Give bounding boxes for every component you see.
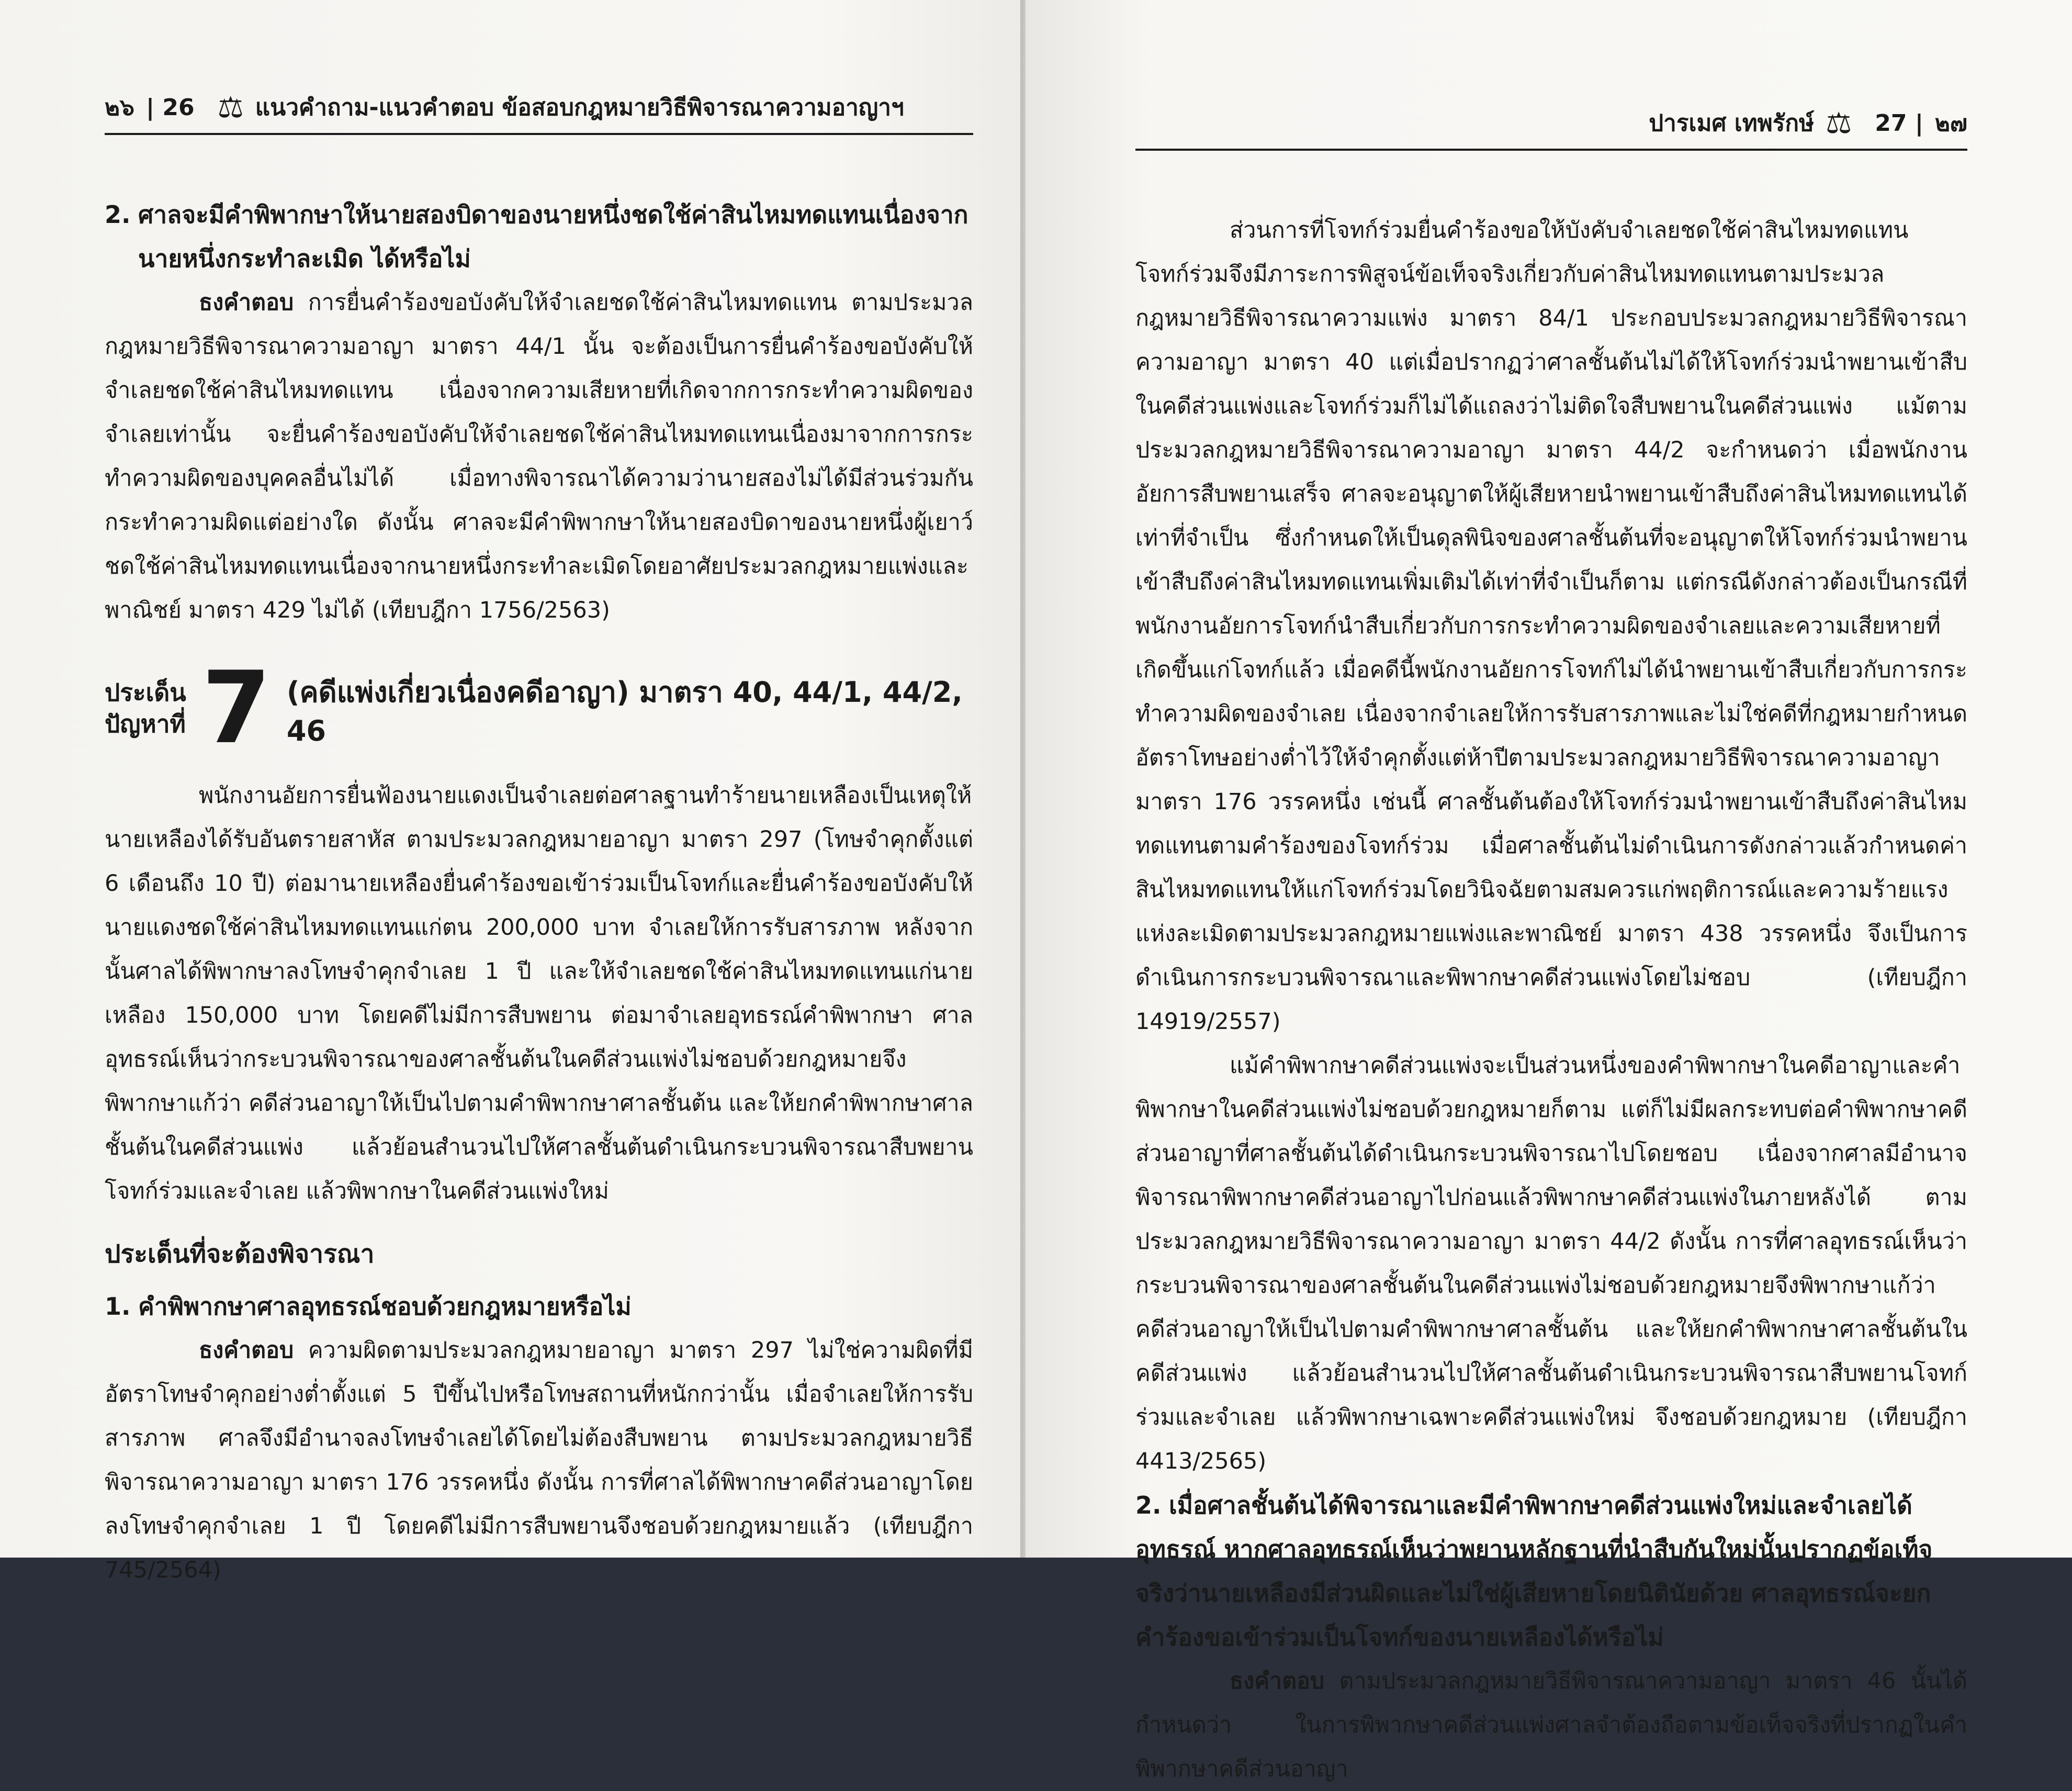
answer-paragraph: ธงคำตอบ การยื่นคำร้องขอบังคับให้จำเลยชดใช้ค่าสินไหมทดแทน ตามประมวลกฎหมายวิธีพิจารณาความอาญา มาตรา 44/1 นั้น จะต้องเป็นการยื่นคำร้องขอบังคับให้จำเลยชดใช้ค่าสินไหมทดแทน เนื่องจากความเสียหายที่เกิดจากการกระทำความผิดของจำเลยเท่านั้น จะยื่นคำร้องขอบังคับให้จำเลยชดใช้ค่าสินไหมทดแทนเนื่องมาจากการกระทำความผิดของบุคคลอื่นไม่ได้ เมื่อทางพิจารณาได้ความว่านายสองไม่ได้มีส่วนร่วมกันกระทำความผิดแต่อย่างใด ดังนั้น ศาลจะมีคำพิพากษาให้นายสองบิดาของนายหนึ่งผู้เยาว์ชดใช้ค่าสินไหมทดแทนเนื่องจากนายหนึ่งกระทำละเมิดโดยอาศัยประมวลกฎหมายแพ่งและพาณิชย์ มาตรา 429 ไม่ได้ (เทียบฎีกา 1756/2563): [105, 289, 973, 623]
scales-of-justice-icon: ⚖: [217, 90, 244, 125]
page-number: | 26: [145, 94, 195, 121]
page-number-thai: ๒๗: [1934, 110, 1967, 137]
answer-paragraph: ธงคำตอบ ตามประมวลกฎหมายวิธีพิจารณาความอาญา มาตรา 46 นั้นได้กำหนดว่า ในการพิพากษาคดีส่วนแพ่งศาลจำต้องถือตามข้อเท็จจริงที่ปรากฏในคำพิพากษาคดีส่วนอาญา: [1135, 1668, 1967, 1782]
question-2: 2. เมื่อศาลชั้นต้นได้พิจารณาและมีคำพิพากษาคดีส่วนแพ่งใหม่และจำเลยได้อุทธรณ์ หากศาลอุทธรณ์เห็นว่าพยานหลักฐานที่นำสืบกันใหม่นั้นปรากฏข้อเท็จจริงว่านายเหลืองมีส่วนผิดและไม่ใช่ผู้เสียหายโดยนิตินัยด้วย ศาลอุทธรณ์จะยกคำร้องขอเข้าร่วมเป็นโจทก์ของนายเหลืองได้หรือไม่: [1135, 1491, 1933, 1651]
page-number: 27 |: [1875, 109, 1923, 137]
left-page: [0, 0, 1020, 1583]
scales-of-justice-icon: ⚖: [1826, 106, 1852, 140]
issue-heading: ประเด็น ปัญหาที่ 7 (คดีแพ่งเกี่ยวเนื่องคดีอาญา) มาตรา 40, 44/1, 44/2, 46: [105, 664, 973, 753]
body-paragraph-1: ส่วนการที่โจทก์ร่วมยื่นคำร้องขอให้บังคับจำเลยชดใช้ค่าสินไหมทดแทน โจทก์ร่วมจึงมีภาระการพิสูจน์ข้อเท็จจริงเกี่ยวกับค่าสินไหมทดแทนตามประมวลกฎหมายวิธีพิจารณาความแพ่ง มาตรา 84/1 ประกอบประมวลกฎหมายวิธีพิจารณาความอาญา มาตรา 40 แต่เมื่อปรากฏว่าศาลชั้นต้นไม่ได้ให้โจทก์ร่วมนำพยานเข้าสืบในคดีส่วนแพ่งและโจทก์ร่วมก็ไม่ได้แถลงว่าไม่ติดใจสืบพยานในคดีส่วนแพ่ง แม้ตามประมวลกฎหมายวิธีพิจารณาความอาญา มาตรา 44/2 จะกำหนดว่า เมื่อพนักงานอัยการสืบพยานเสร็จ ศาลจะอนุญาตให้ผู้เสียหายนำพยานเข้าสืบถึงค่าสินไหมทดแทนได้เท่าที่จำเป็น ซึ่งกำหนดให้เป็นดุลพินิจของศาลชั้นต้นที่จะอนุญาตให้โจทก์ร่วมนำพยานเข้าสืบถึงค่าสินไหมทดแทนเพิ่มเติมได้เท่าที่จำเป็นก็ตาม แต่กรณีดังกล่าวต้องเป็นกรณีที่พนักงานอัยการโจทก์นำสืบเกี่ยวกับการกระทำความผิดของจำเลยและความเสียหายที่เกิดขึ้นแก่โจทก์แล้ว เมื่อคดีนี้พนักงานอัยการโจทก์ไม่ได้นำพยานเข้าสืบเกี่ยวกับการกระทำความผิดของจำเลย เนื่องจากจำเลยให้การรับสารภาพและไม่ใช่คดีที่กฎหมายกำหนดอัตราโทษอย่างต่ำไว้ให้จำคุกตั้งแต่ห้าปีตามประมวลกฎหมายวิธีพิจารณาความอาญา มาตรา 176 วรรคหนึ่ง เช่นนี้ ศาลชั้นต้นต้องให้โจทก์ร่วมนำพยานเข้าสืบถึงค่าสินไหมทดแทนตามคำร้องของโจทก์ร่วม เมื่อศาลชั้นต้นไม่ดำเนินการดังกล่าวแล้วกำหนดค่าสินไหมทดแทนให้แก่โจทก์ร่วมโดยวินิจฉัยตามสมควรแก่พฤติการณ์และความร้ายแรงแห่งละเมิดตามประมวลกฎหมายแพ่งและพาณิชย์ มาตรา 438 วรรคหนึ่ง จึงเป็นการดำเนินการกระบวนพิจารณาและพิพากษาคดีส่วนแพ่งโดยไม่ชอบ (เทียบฎีกา 14919/2557): [1135, 217, 1967, 1035]
author-name: ปารเมศ เทพรักษ์: [1649, 110, 1815, 137]
answer-paragraph-2: ธงคำตอบ ความผิดตามประมวลกฎหมายอาญา มาตรา 297 ไม่ใช่ความผิดที่มีอัตราโทษจำคุกอย่างต่ำตั้งแต่ 5 ปีขึ้นไปหรือโทษสถานที่หนักกว่านั้น เมื่อจำเลยให้การรับสารภาพ ศาลจึงมีอำนาจลงโทษจำเลยได้โดยไม่ต้องสืบพยาน ตามประมวลกฎหมายวิธีพิจารณาความอาญา มาตรา 176 วรรคหนึ่ง ดังนั้น การที่ศาลได้พิพากษาคดีส่วนอาญาโดยลงโทษจำคุกจำเลย 1 ปี โดยคดีไม่มีการสืบพยานจึงชอบด้วยกฎหมายแล้ว (เทียบฎีกา 745/2564): [105, 1337, 973, 1583]
page-number-thai: ๒๖: [105, 94, 134, 121]
body-paragraph-2: แม้คำพิพากษาคดีส่วนแพ่งจะเป็นส่วนหนึ่งของคำพิพากษาในคดีอาญาและคำพิพากษาในคดีส่วนแพ่งไม่ชอบด้วยกฎหมายก็ตาม แต่ก็ไม่มีผลกระทบต่อคำพิพากษาคดีส่วนอาญาที่ศาลชั้นต้นได้ดำเนินกระบวนพิจารณาไปโดยชอบ เนื่องจากศาลมีอำนาจพิจารณาพิพากษาคดีส่วนอาญาไปก่อนแล้วพิพากษาคดีส่วนแพ่งในภายหลังได้ ตามประมวลกฎหมายวิธีพิจารณาความอาญา มาตรา 44/2 ดังนั้น การที่ศาลอุทธรณ์เห็นว่ากระบวนพิจารณาของศาลชั้นต้นในคดีส่วนแพ่งไม่ชอบด้วยกฎหมายจึงพิพากษาแก้ว่า คดีส่วนอาญาให้เป็นไปตามคำพิพากษาศาลชั้นต้น และให้ยกคำพิพากษาศาลชั้นต้นในคดีส่วนแพ่ง แล้วย้อนสำนวนไปให้ศาลชั้นต้นดำเนินกระบวนพิจารณาสืบพยานโจทก์ร่วมและจำเลย แล้วพิพากษาเฉพาะคดีส่วนแพ่งใหม่ จึงชอบด้วยกฎหมาย (เทียบฎีกา 4413/2565): [1135, 1053, 1967, 1474]
question-1: 1. คำพิพากษาศาลอุทธรณ์ชอบด้วยกฎหมายหรือไม่: [105, 1292, 632, 1320]
right-page-header: [1135, 105, 1967, 151]
facts-paragraph: พนักงานอัยการยื่นฟ้องนายแดงเป็นจำเลยต่อศาลฐานทำร้ายนายเหลืองเป็นเหตุให้นายเหลืองได้รับอันตรายสาหัส ตามประมวลกฎหมายอาญา มาตรา 297 (โทษจำคุกตั้งแต่ 6 เดือนถึง 10 ปี) ต่อมานายเหลืองยื่นคำร้องขอเข้าร่วมเป็นโจทก์และยื่นคำร้องขอบังคับให้นายแดงชดใช้ค่าสินไหมทดแทนแก่ตน 200,000 บาท จำเลยให้การรับสารภาพ หลังจากนั้นศาลได้พิพากษาลงโทษจำคุกจำเลย 1 ปี และให้จำเลยชดใช้ค่าสินไหมทดแทนแก่นายเหลือง 150,000 บาท โดยคดีไม่มีการสืบพยาน ต่อมาจำเลยอุทธรณ์คำพิพากษา ศาลอุทธรณ์เห็นว่ากระบวนพิจารณาของศาลชั้นต้นในคดีส่วนแพ่งไม่ชอบด้วยกฎหมายจึงพิพากษาแก้ว่า คดีส่วนอาญาให้เป็นไปตามคำพิพากษาศาลชั้นต้น และให้ยกคำพิพากษาศาลชั้นต้นในคดีส่วนแพ่ง แล้วย้อนสำนวนไปให้ศาลชั้นต้นดำเนินกระบวนพิจารณาสืบพยานโจทก์ร่วมและจำเลย แล้วพิพากษาในคดีส่วนแพ่งใหม่: [105, 782, 973, 1204]
question-2: 2. ศาลจะมีคำพิพากษาให้นายสองบิดาของนายหนึ่งชดใช้ค่าสินไหมทดแทนเนื่องจาก นายหนึ่งกระทำละเมิด ได้หรือไม่: [105, 200, 969, 273]
issues-heading: ประเด็นที่จะต้องพิจารณา: [105, 1239, 375, 1269]
running-title: แนวคำถาม-แนวคำตอบ ข้อสอบกฎหมายวิธีพิจารณาความอาญาฯ: [255, 94, 904, 121]
issue-title: (คดีแพ่งเกี่ยวเนื่องคดีอาญา) มาตรา 40, 44/1, 44/2, 46: [286, 675, 963, 747]
right-page: [1026, 0, 2072, 1782]
issue-number: 7: [201, 650, 271, 766]
left-page-header: [105, 89, 973, 135]
